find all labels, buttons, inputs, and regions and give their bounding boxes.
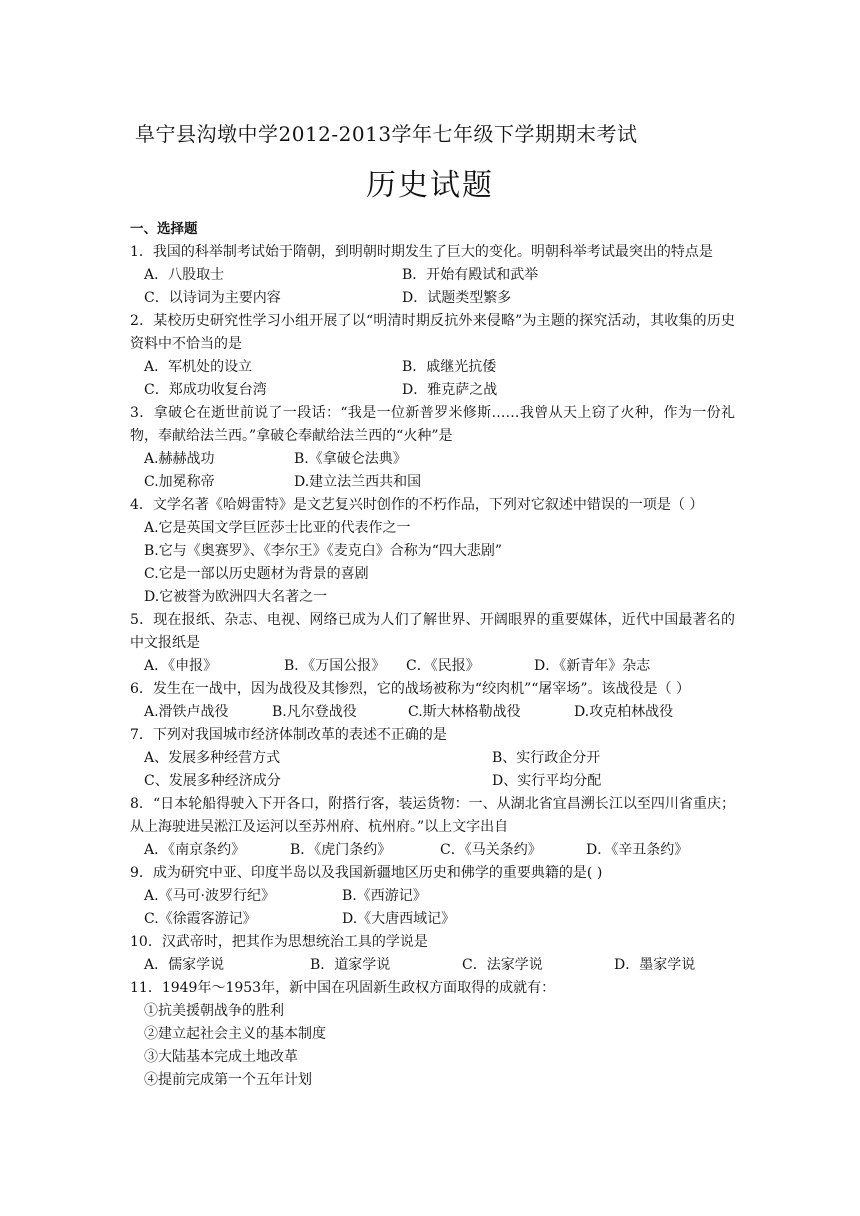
option-c: C.它是一部以历史题材为背景的喜剧	[144, 566, 369, 582]
option-a: A.《马可·波罗行纪》	[144, 888, 276, 904]
question-options	[130, 655, 735, 678]
exam-subtitle: 历史试题	[366, 168, 494, 203]
option-a: A.赫赫战功	[144, 451, 215, 467]
option-d: D.《大唐西域记》	[342, 911, 456, 927]
question-stem: 11．1949年～1953年，新中国在巩固新生政权方面取得的成就有：	[130, 980, 556, 996]
question-5	[130, 609, 735, 678]
question-options	[130, 839, 735, 862]
option-c: C.加冕称帝	[144, 474, 215, 490]
option-a: A．《申报》	[144, 658, 218, 674]
option-b: B．开始有殿试和武举	[402, 267, 539, 283]
question-stem: 1．我国的科举制考试始于隋朝，到明朝时期发生了巨大的变化。明朝科举考试最突出的特点是	[130, 244, 713, 260]
question-stem: 10．汉武帝时，把其作为思想统治工具的学说是	[130, 934, 428, 950]
option-c: C．法家学说	[462, 957, 543, 973]
option-a: A．《南京条约》	[144, 842, 246, 858]
statement-1: ①抗美援朝战争的胜利	[144, 1003, 284, 1019]
option-d: D.它被誉为欧洲四大名著之一	[144, 589, 328, 605]
statement-3: ③大陆基本完成土地改革	[144, 1049, 298, 1065]
question-stem: 2．某校历史研究性学习小组开展了以“明清时期反抗外来侵略”为主题的探究活动，其收集的历史资料中不恰当的是	[130, 313, 735, 352]
question-options	[130, 264, 735, 310]
option-c: C．以诗词为主要内容	[144, 290, 281, 306]
question-options	[130, 517, 735, 609]
option-b: B．戚继光抗倭	[402, 359, 497, 375]
question-options	[130, 885, 735, 931]
question-stem: 5．现在报纸、杂志、电视、网络已成为人们了解世界、开阔眼界的重要媒体，近代中国最著名的中文报纸是	[130, 612, 735, 651]
statement-4: ④提前完成第一个五年计划	[144, 1072, 312, 1088]
option-c: C、发展多种经济成分	[144, 773, 281, 789]
option-b: B.它与《奥赛罗》、《李尔王》《麦克白》合称为“四大悲剧”	[144, 543, 503, 559]
question-statements	[130, 1000, 735, 1092]
question-stem: 8．“日本轮船得驶入下开各口，附搭行客，装运货物：一、从湖北省宜昌溯长江以至四川省重庆；从上海驶进吴淞江及运河以至苏州府、杭州府。”以上文字出自	[130, 796, 735, 835]
question-3	[130, 402, 735, 494]
section-heading: 一、选择题	[130, 221, 198, 237]
question-9	[130, 862, 735, 931]
question-7	[130, 724, 735, 793]
option-d: D．墨家学说	[614, 957, 696, 973]
option-c: C．《马关条约》	[440, 842, 542, 858]
question-stem: 9．成为研究中亚、印度半岛以及我国新疆地区历史和佛学的重要典籍的是( )	[130, 865, 603, 881]
option-b: B．道家学说	[310, 957, 391, 973]
question-4	[130, 494, 735, 609]
question-options	[130, 356, 735, 402]
option-c: C.《徐霞客游记》	[144, 911, 257, 927]
option-d: D．《辛丑条约》	[586, 842, 689, 858]
question-options	[130, 448, 735, 494]
option-d: D.攻克柏林战役	[574, 704, 674, 720]
question-8	[130, 793, 735, 862]
option-a: A.它是英国文学巨匠莎士比亚的代表作之一	[144, 520, 411, 536]
option-b: B．《虎门条约》	[290, 842, 392, 858]
question-10	[130, 931, 735, 977]
statement-2: ②建立起社会主义的基本制度	[144, 1026, 326, 1042]
question-stem: 3．拿破仑在逝世前说了一段话：“我是一位新普罗米修斯……我曾从天上窃了火种，作为一份礼物，奉献给法兰西。”拿破仑奉献给法兰西的“火种”是	[130, 405, 735, 444]
option-d: D．雅克萨之战	[402, 382, 498, 398]
option-b: B.凡尔登战役	[272, 704, 357, 720]
option-d: D、实行平均分配	[492, 773, 602, 789]
question-stem: 7．下列对我国城市经济体制改革的表述不正确的是	[130, 727, 447, 743]
question-options	[130, 747, 735, 793]
question-stem: 4．文学名著《哈姆雷特》是文艺复兴时创作的不朽作品，下列对它叙述中错误的一项是（ ）	[130, 497, 704, 513]
option-a: A．军机处的设立	[144, 359, 253, 375]
option-a: A．八股取士	[144, 267, 225, 283]
option-d: D．《新青年》杂志	[534, 658, 651, 674]
option-b: B、实行政企分开	[492, 750, 601, 766]
option-b: B.《西游记》	[342, 888, 427, 904]
option-c: C．郑成功收复台湾	[144, 382, 267, 398]
question-stem: 6．发生在一战中，因为战役及其惨烈，它的战场被称为“绞肉机”“屠宰场”。该战役是（ ）	[130, 681, 690, 697]
question-11	[130, 977, 735, 1092]
exam-title: 阜宁县沟墩中学2012-2013学年七年级下学期期末考试	[135, 122, 638, 146]
option-d: D.建立法兰西共和国	[294, 474, 422, 490]
option-c: C.斯大林格勒战役	[408, 704, 521, 720]
question-2	[130, 310, 735, 402]
option-b: B.《拿破仑法典》	[294, 451, 407, 467]
question-6	[130, 678, 735, 724]
option-a: A．儒家学说	[144, 957, 225, 973]
option-d: D．试题类型繁多	[402, 290, 512, 306]
option-a: A、发展多种经营方式	[144, 750, 281, 766]
option-c: C．《民报》	[406, 658, 480, 674]
question-options	[130, 701, 735, 724]
option-a: A.滑铁卢战役	[144, 704, 229, 720]
question-options	[130, 954, 735, 977]
exam-content	[130, 218, 735, 1092]
question-1	[130, 241, 735, 310]
option-b: B．《万国公报》	[284, 658, 386, 674]
